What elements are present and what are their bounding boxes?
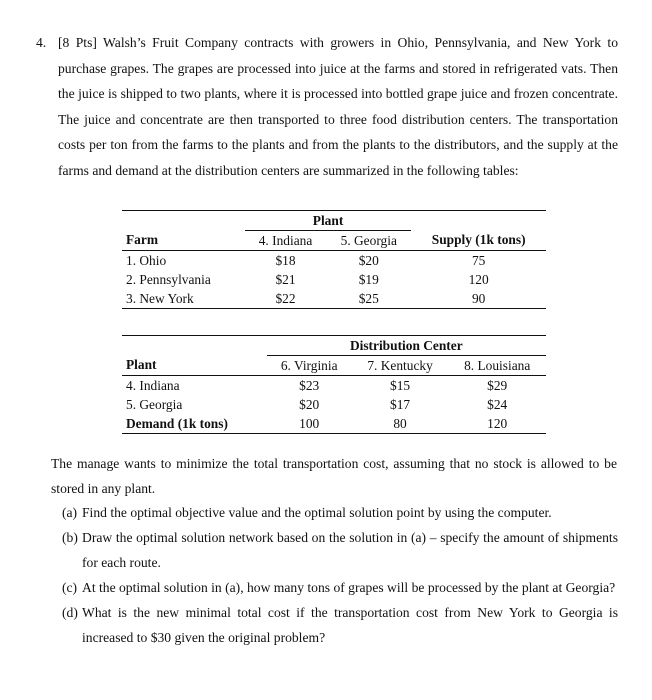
cell: $24 xyxy=(487,396,508,412)
row-label: 2. Pennsylvania xyxy=(126,271,211,287)
cell: $25 xyxy=(326,289,411,309)
row-label: 3. New York xyxy=(122,289,245,309)
col-louisiana: 8. Louisiana xyxy=(448,356,546,376)
objective-statement: The manage wants to minimize the total transportation cost, assuming that no stock is allowed to be stored in any plant. xyxy=(51,456,617,496)
question-label: (c) xyxy=(62,580,78,595)
table-row xyxy=(122,376,546,396)
farm-header: Farm xyxy=(122,231,245,251)
cell: $21 xyxy=(275,271,296,287)
cell: 120 xyxy=(448,414,546,434)
col-supply: Supply (1k tons) xyxy=(411,231,546,251)
question-text: At the optimal solution in (a), how many tons of grapes will be processed by the plant at Georgia? xyxy=(82,580,616,595)
cell: $17 xyxy=(390,396,411,412)
col-georgia: 5. Georgia xyxy=(326,231,411,251)
question-list xyxy=(62,500,618,650)
question-a xyxy=(62,500,618,525)
demand-row xyxy=(122,414,546,434)
plant-header: Plant xyxy=(122,356,267,376)
question-text: What is the new minimal total cost if the transportation cost from New York to Georgia is increased to $30 given the original problem? xyxy=(82,605,618,645)
plant-group-header: Plant xyxy=(245,211,412,231)
cell: 80 xyxy=(352,414,449,434)
cell: $20 xyxy=(358,252,379,268)
demand-label: Demand (1k tons) xyxy=(122,414,267,434)
question-label: (d) xyxy=(62,605,78,620)
cell: $15 xyxy=(390,377,411,393)
row-label: 4. Indiana xyxy=(126,377,180,393)
col-indiana: 4. Indiana xyxy=(245,231,326,251)
table-row xyxy=(122,270,546,289)
row-label: 5. Georgia xyxy=(126,396,183,412)
col-kentucky: 7. Kentucky xyxy=(352,356,449,376)
question-c xyxy=(62,575,618,600)
question-text: Draw the optimal solution network based on the solution in (a) – specify the amount of shipments for each route. xyxy=(82,530,618,570)
cell: $29 xyxy=(487,377,508,393)
question-b xyxy=(62,525,618,575)
question-label: (a) xyxy=(62,505,78,520)
question-text: Find the optimal objective value and the optimal solution point by using the computer. xyxy=(82,505,552,520)
distribution-group-header: Distribution Center xyxy=(267,336,546,356)
problem-intro xyxy=(36,30,618,184)
cell: $23 xyxy=(299,377,320,393)
farm-to-plant-table xyxy=(122,210,546,309)
problem-intro-text: [8 Pts] Walsh’s Fruit Company contracts with growers in Ohio, Pennsylvania, and New York to purchase grapes. The grapes are processed into juice at the farms and stored in refrigerated vats. Then the juice is shipped to two plants, where it is processed into bottled grape juice and frozen concentrate. The juice and concentrate are then transported to three food distribution centers. The transportation costs per ton from the farms to the plants and from the plants to the distributors, and the supply at the farms and demand at the distribution centers are summarized in the following tables: xyxy=(58,35,618,178)
question-label: (b) xyxy=(62,530,78,545)
cell: $20 xyxy=(299,396,320,412)
question-d xyxy=(62,600,618,650)
col-virginia: 6. Virginia xyxy=(267,356,352,376)
table-row xyxy=(122,289,546,309)
row-label: 1. Ohio xyxy=(126,252,167,268)
cell: 100 xyxy=(267,414,352,434)
cell: 120 xyxy=(468,271,489,287)
cell: $19 xyxy=(358,271,379,287)
cell: 75 xyxy=(471,252,486,268)
table-row xyxy=(122,251,546,271)
cell: 90 xyxy=(411,289,546,309)
table-row xyxy=(122,395,546,414)
plant-to-distribution-table xyxy=(122,335,546,434)
problem-number: 4. xyxy=(36,35,47,50)
cell: $22 xyxy=(245,289,326,309)
cell: $18 xyxy=(275,252,296,268)
